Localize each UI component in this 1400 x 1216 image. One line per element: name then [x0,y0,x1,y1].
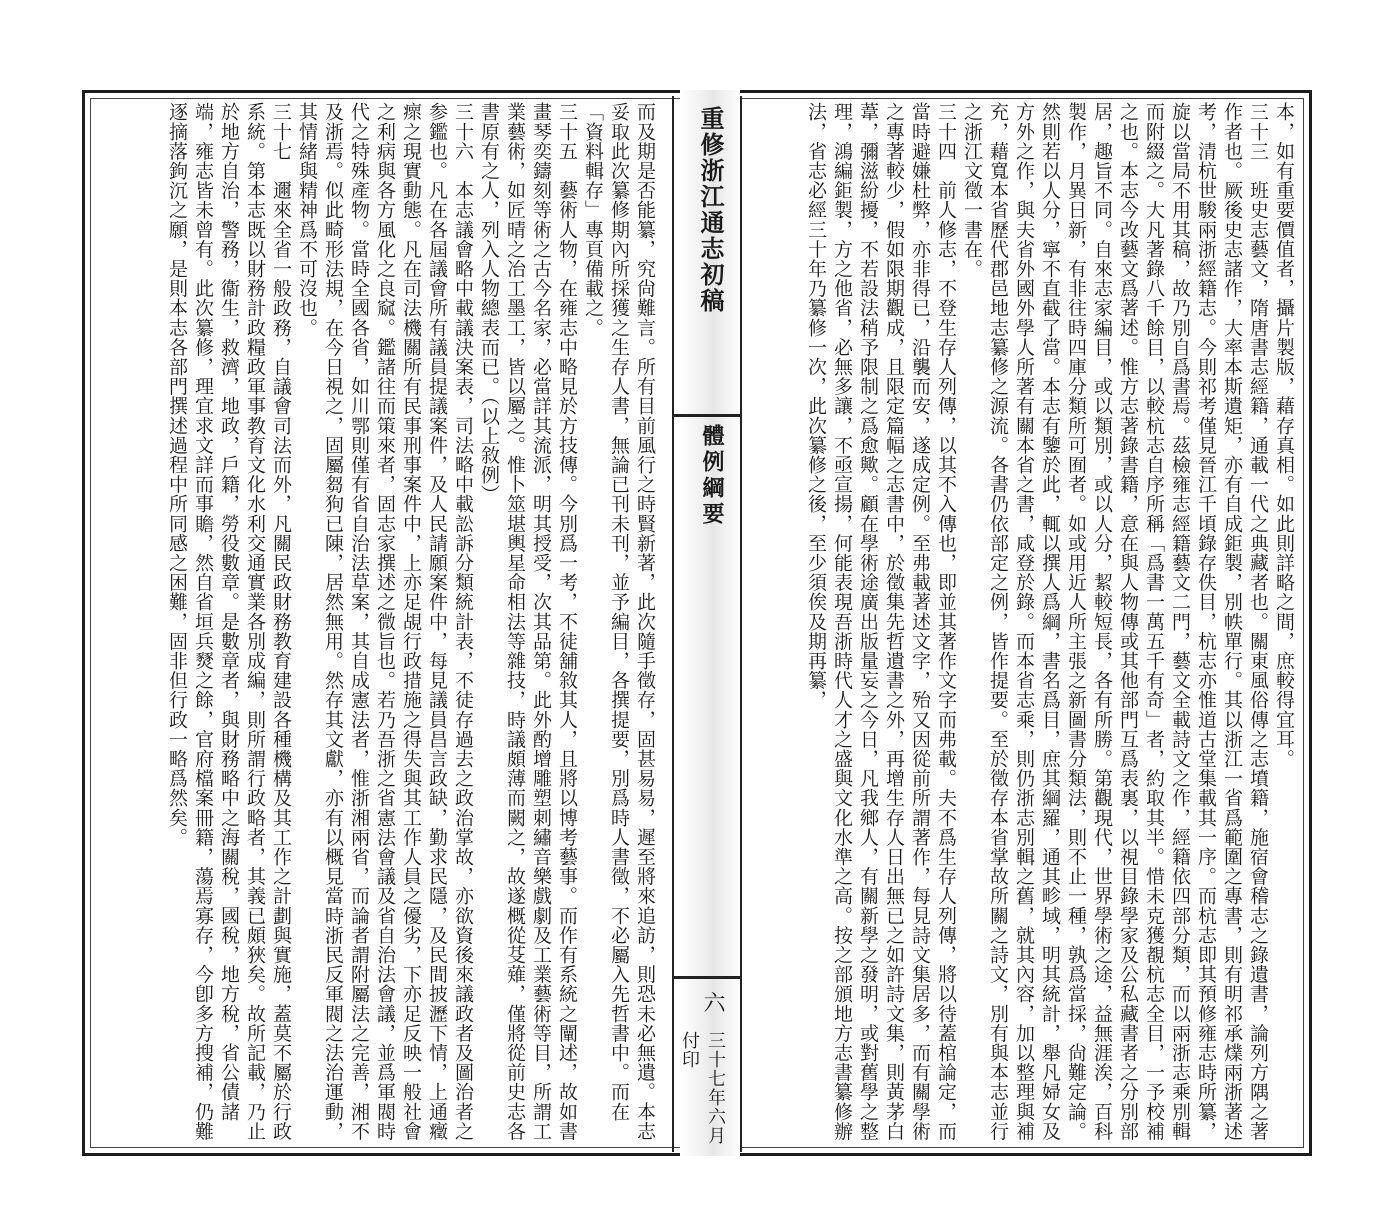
paragraph: 三十三 班史志藝文，隋唐書志經籍，通載一代之典藏者也。關東風俗傳之志墳籍，施宿會稽志之錄遺書，論列方隅之著作者也。厥後史志諸作，大率本斯遺矩，亦有自成鉅製，別帙單行。其以浙江一省爲範圍之專書，則有明祁承㸁兩浙著述考，清杭世駿兩浙經籍志。今則祁考僅見晉江千頃錄存佚目，杭志亦惟道古堂集載其一序。而杭志即其預修雍志時所纂，旋以當局不用其稿，故乃別自爲書焉。茲檢雍志經籍藝文二門，藝文全載詩文之作，經籍依四部分類，而以兩浙志乘別輯而附綴之。大凡著錄八千餘目，以較杭志自序所稱「爲書一萬五千有奇」者，約取其半。惜未克獲覩杭志全目，一予校補之也。本志今改藝文爲著述。惟方志著錄書籍，意在與人物傳或其他部門互爲表裏，以視目錄學家及公私藏書者之分別部居，趣旨不同。自來志家編目，或以類別，或以人分，絜較短長，各有所勝。第觀現代，世界學術之途，益無涯涘，百科製作，月異日新，有非往時四庫分類所可囿者。如或用近人所主張之新圖書分類法，則不止一種，孰爲當採，尙難定論。然則若以人分，寧不直截了當。本志有鑒於此，輒以撰人爲綱，書名爲目，庶其綱羅，通其畛域，明其統計，舉凡婦女及方外之作，與夫省外國外學人所著有關本省之書，咸登於錄。而本省志乘，則仍浙志別輯之舊，就其內容，加以整理與補充，藉寬本省歷代郡邑地志纂修之源流。各書仍依部定之例，皆作提要。至於徵存本省掌故所關之詩文，別有與本志並行之浙江文徵一書在。 [961,102,1269,1141]
print-date: 三十七年六月付印 [679,1031,726,1145]
paragraph: 而及期是否能纂，究尙難言。所有目前風行之時賢新著，此次隨手徵存，固甚易易，遲至將來追訪，則恐未必無遺。本志妥取此次纂修期內所採獲之生存人書，無論已刊未刊，並予編目，各撰提要，別爲時人書徵，不必屬入先哲書中。而在「資料輯存」專頁備載之。 [582,102,656,1141]
paragraph: 本，如有重要價值者，攝片製版，藉存真相。如此則詳略之間，庶較得宜耳。 [1273,102,1295,769]
right-page-text [752,102,1297,1142]
divider [674,414,740,417]
page-number: 六 [700,991,725,1013]
paragraph: 三十四 前人修志，不登生存人列傳，以其不入傳也，即並其著作文字而弗載。夫不爲生存人列傳，將以待蓋棺論定，而當時避嫌杜弊，亦非得已，沿襲而安，遂成定例。至弗載著述文字，殆又因從前所謂著作，每見詩文集居多，而有關學術之專著較少，假如限期觀成，且限定篇幅之志書中，於徵集先哲遺書之外，再增生存人日出無已之如許詩文集，則黃茅白葦，彌滋紛擾，不若設法稍予限制之爲愈歟。顧在學術途廣出版量妄之今日，凡我鄉人，有關新學之發明，或對舊學之整理，鴻編鉅製，方之他省，必無多讓，不亟宣揚，何能表現吾浙時代人才之盛與文化水準之高。按之部頒地方志書纂修辦法，省志必經三十年乃纂修一次，此次纂修之後，至少須俟及期再纂， [805,102,957,1141]
paragraph: 三十五 藝術人物，在雍志中略見於方技傳。今別爲一考，不徒舖敘其人，且將以博考藝事。而作有系統之闡述，故如書畫琴奕鑄刻等術之古今名家，必當詳其流派，明其授受，次其品第。此外酌增雕塑刺繡音樂戲劇及工業藝術等目，所謂工業藝術，如匠晴之冶工墨工，皆以屬之。惟卜筮堪輿星命相法等雜技，時議頗薄而闕之，故遂概從芟薙，僅將從前史志各書原有之人，列入人物總表而已。（以上敘例） [478,102,578,1141]
section-title: 體例綱要 [699,424,725,528]
divider [674,976,740,979]
book-title: 重修浙江通志初稿 [696,106,725,314]
left-page-text [98,102,658,1142]
paragraph: 三十六 本志議會略中載議決案表，司法略中載訟訴分類統計表，不徒存過去之政治掌故，亦欲資後來議政者及圖治者之参鑑也。凡在各屆議會所有議員提議案件，及人民請願案件中，每見議員昌言政缺，勤求民隱，及民間披瀝下情，上通癥瘝之現實動態。凡在司法機關所有民事刑事案件中，上亦足覘行政措施之得失與其工作人員之優劣，下亦足反映一般社會之利病與各方風化之良窳。鑑諸往而策來者，固志家撰述之微旨也。若乃吾浙之省憲法會議及省自治法會議，並爲軍閥時代之特殊產物。當時全國各省，如川鄂則僅有省自治法草案，其自成憲法者，惟浙湘兩省，而論者謂附屬法之完善，湘不及浙焉。似此畸形法規，在今日視之，固屬芻狗已陳，居然無用。然存其文獻，亦有以概見當時浙民反軍閥之法治運動，其情緒與精神爲不可沒也。 [296,102,474,1141]
paragraph: 三十七 邇來全省一般政務，自議會司法而外，凡關民政財務教育建設各種機構及其工作之計劃與實施，蓋莫不屬於行政系統。第本志既以財務計政糧政軍事教育文化水利交通實業各別成編，則所謂行政略者，其義已頗狹矣。故所記載，乃止於地方自治，警務，衞生，救濟，地政，戶籍，勞役數章。是數章者，與財務略中之海關稅，國稅，地方稅，省公債諸端，雍志皆未曾有。此次纂修，理宜求文詳而事贍，然自省垣兵燹之餘，官府檔案冊籍，蕩焉寡存，今卽多方搜補，仍難逐摘落鉤沉之願，是則本志各部門撰述過程中所同感之困難，固非但行政一略爲然矣。 [166,102,292,1141]
center-margin-column [672,96,742,1152]
